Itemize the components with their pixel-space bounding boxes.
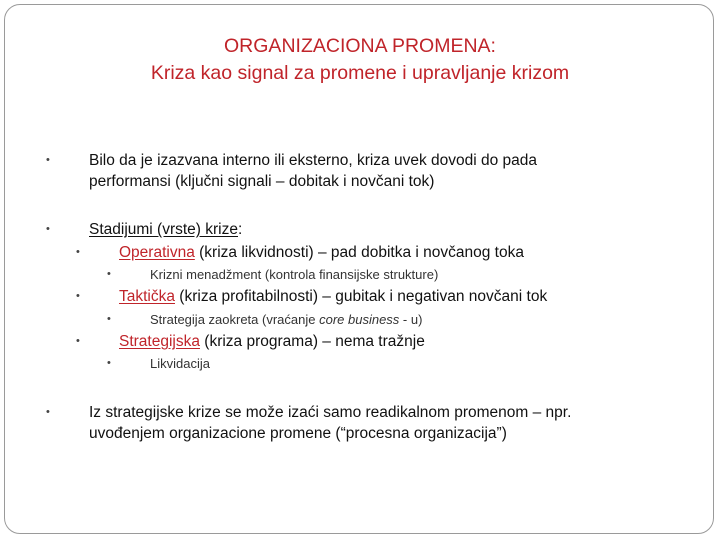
stage-desc-operativna: (kriza likvidnosti) – pad dobitka i novčanog toka bbox=[194, 244, 524, 261]
stage-text-takticka bbox=[119, 286, 547, 307]
bullet-text-line-2: uvođenjem organizacione promene (“procesna organizacija”) bbox=[89, 425, 507, 442]
stages-colon: : bbox=[238, 221, 243, 238]
substage-text-pre: Strategija zaokreta (vraćanje bbox=[150, 312, 320, 327]
stage-desc-takticka: (kriza profitabilnosti) – gubitak i negativan novčani tok bbox=[175, 288, 548, 305]
slide-title bbox=[0, 33, 720, 87]
bullet-text-line-2: performansi (ključni signali – dobitak i novčani tok) bbox=[89, 173, 435, 190]
bullet-icon: • bbox=[46, 223, 50, 235]
bullet-icon: • bbox=[76, 335, 80, 347]
stage-text-strategijska bbox=[119, 331, 425, 352]
stage-label-operativna: Operativna bbox=[119, 244, 195, 261]
stage-text-operativna bbox=[119, 242, 524, 263]
title-line-2: Kriza kao signal za promene i upravljanje krizom bbox=[150, 62, 570, 84]
stage-label-strategijska: Strategijska bbox=[119, 333, 200, 350]
bullet-icon: • bbox=[107, 313, 111, 325]
substage-text-italic: core business bbox=[319, 312, 400, 327]
stage-label-takticka: Taktička bbox=[119, 288, 175, 305]
bullet-icon: • bbox=[46, 406, 50, 418]
bullet-icon: • bbox=[107, 268, 111, 280]
bullet-icon: • bbox=[46, 154, 50, 166]
stage-desc-strategijska: (kriza programa) – nema tražnje bbox=[199, 333, 425, 350]
title-line-1: ORGANIZACIONA PROMENA: bbox=[224, 35, 496, 57]
substage-text-strategijska: Likvidacija bbox=[150, 356, 210, 371]
bullet-icon: • bbox=[76, 290, 80, 302]
bullet-text-line-1: Bilo da je izazvana interno ili eksterno, kriza uvek dovodi do pada bbox=[89, 152, 538, 169]
substage-text-takticka bbox=[150, 311, 422, 329]
bullet-icon: • bbox=[76, 246, 80, 258]
stages-heading bbox=[89, 219, 242, 240]
substage-text-operativna: Krizni menadžment (kontrola finansijske strukture) bbox=[150, 267, 439, 282]
stages-label: Stadijumi (vrste) krize bbox=[89, 221, 238, 238]
bullet-icon: • bbox=[107, 357, 111, 369]
substage-text-post: - u) bbox=[399, 312, 423, 327]
bullet-text-line-1: Iz strategijske krize se može izaći samo readikalnom promenom – npr. bbox=[89, 404, 572, 421]
